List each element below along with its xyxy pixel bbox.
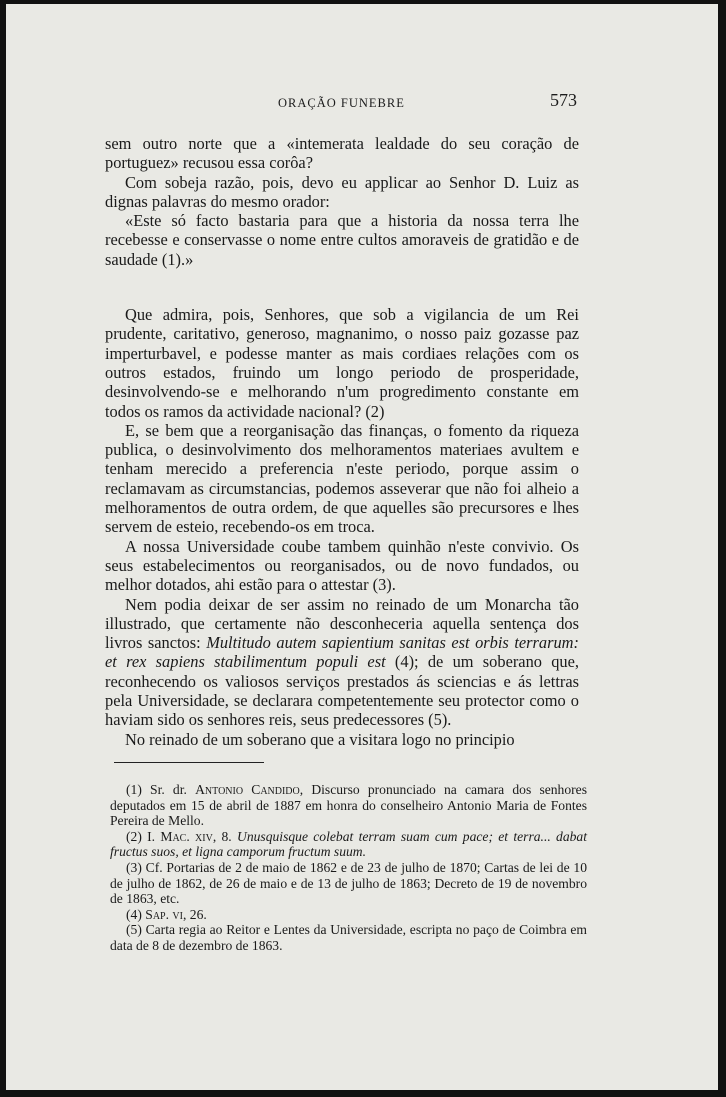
footnote-1 bbox=[110, 782, 587, 829]
paragraph-7 bbox=[105, 595, 579, 730]
paragraph-5: E, se bem que a reorganisação das finanças, o fomento da riqueza publica, o desinvolvimento dos melhoramentos materiaes avultem e tenham merecido a preferencia n'este periodo, porque assim o reclamavam as circumstancias, podemos asseverar que não foi alheio a melhoramentos de outra ordem, de que aquelles são precursores e lhes servem de esteio, recebendo-os em troca. bbox=[105, 420, 579, 537]
footnote-1-text-a: (1) Sr. dr. bbox=[126, 782, 187, 797]
footnote-3: (3) Cf. Portarias de 2 de maio de 1862 e de 23 de julho de 1870; Cartas de lei de 10 de julho de 1862, de 26 de maio e de 13 de julho de 1863; Decreto de 19 de novembro de 1863, etc. bbox=[110, 859, 587, 907]
latin-quotation: Multitudo autem sapientium sanitas est orbis terrarum: et rex sapiens stabilimentum populi est bbox=[105, 633, 579, 672]
paragraph-7-text-a: Nem podia deixar de ser assim no reinado de um Monarcha tão illustrado, que certamente não desconheceria aquella sentença dos livros sanctos: bbox=[105, 594, 579, 653]
footnote-2-text-a: (2) I. bbox=[126, 828, 156, 844]
paragraph-7-text-b: (4); de um soberano que, reconhecendo os valiosos serviços prestados ás sciencias e ás lettras pela Universidade, se declarara competentemente seu protector como o haviam sido os senhores reis, seus predecessores (5). bbox=[105, 652, 579, 730]
footnote-2 bbox=[110, 829, 587, 860]
paragraph-8: No reinado de um soberano que a visitara logo no principio bbox=[125, 729, 515, 749]
footnote-1-text-b: , Discurso pronunciado na camara dos senhores deputados em 15 de abril de 1887 em honra do conselheiro Antonio Maria de Fontes Pereira de Mello. bbox=[110, 782, 588, 829]
footnote-4-text-a: (4) bbox=[126, 906, 142, 922]
book-page bbox=[6, 4, 718, 1090]
footnotes bbox=[110, 782, 587, 954]
page-header bbox=[6, 90, 718, 114]
footnote-4-chapter: vi, 26. bbox=[172, 906, 207, 922]
paragraph-2: Com sobeja razão, pois, devo eu applicar ao Senhor D. Luiz as dignas palavras do mesmo orador: bbox=[105, 172, 579, 211]
footnote-2-chapter: xiv, 8. bbox=[195, 828, 232, 844]
paragraph-6: A nossa Universidade coube tambem quinhão n'este convivio. Os seus estabelecimentos ou reorganisados, ou de novo fundados, ou melhor dotados, ahi estão para o attestar (3). bbox=[105, 536, 579, 595]
body-text bbox=[105, 134, 579, 749]
running-head: ORAÇÃO FUNEBRE bbox=[278, 96, 405, 110]
footnote-2-book: Mac. bbox=[160, 828, 190, 844]
paragraph-3-quote: «Este só facto bastaria para que a historia da nossa terra lhe recebesse e conservasse o nome entre cultos amoraveis de gratidão e de saudade (1).» bbox=[105, 211, 579, 269]
paragraph-4: Que admira, pois, Senhores, que sob a vigilancia de um Rei prudente, caritativo, generoso, magnanimo, o nosso paiz gozasse paz imperturbavel, e podesse manter as mais cordiaes relações com os outros estados, fruindo um longo periodo de prosperidade, desinvolvendo-se e melhorando n'um progredimento constante em todos os ramos da actividade nacional? (2) bbox=[105, 305, 579, 421]
footnote-4 bbox=[110, 907, 587, 923]
footnote-4-book: Sap. bbox=[145, 906, 170, 922]
page-number: 573 bbox=[550, 90, 577, 110]
footnote-2-latin: Unusquisque colebat terram suam cum pace; et terra... dabat fructus suos, et ligna camporum fructum suum. bbox=[110, 828, 587, 860]
footnote-5: (5) Carta regia ao Reitor e Lentes da Universidade, escripta no paço de Coimbra em data de 8 de dezembro de 1863. bbox=[110, 922, 587, 953]
footnote-1-author: Antonio Candido bbox=[195, 782, 300, 797]
footnote-rule bbox=[114, 762, 264, 763]
paragraph-1: sem outro norte que a «intemerata lealdade do seu coração de portuguez» recusou essa corôa? bbox=[105, 134, 579, 173]
